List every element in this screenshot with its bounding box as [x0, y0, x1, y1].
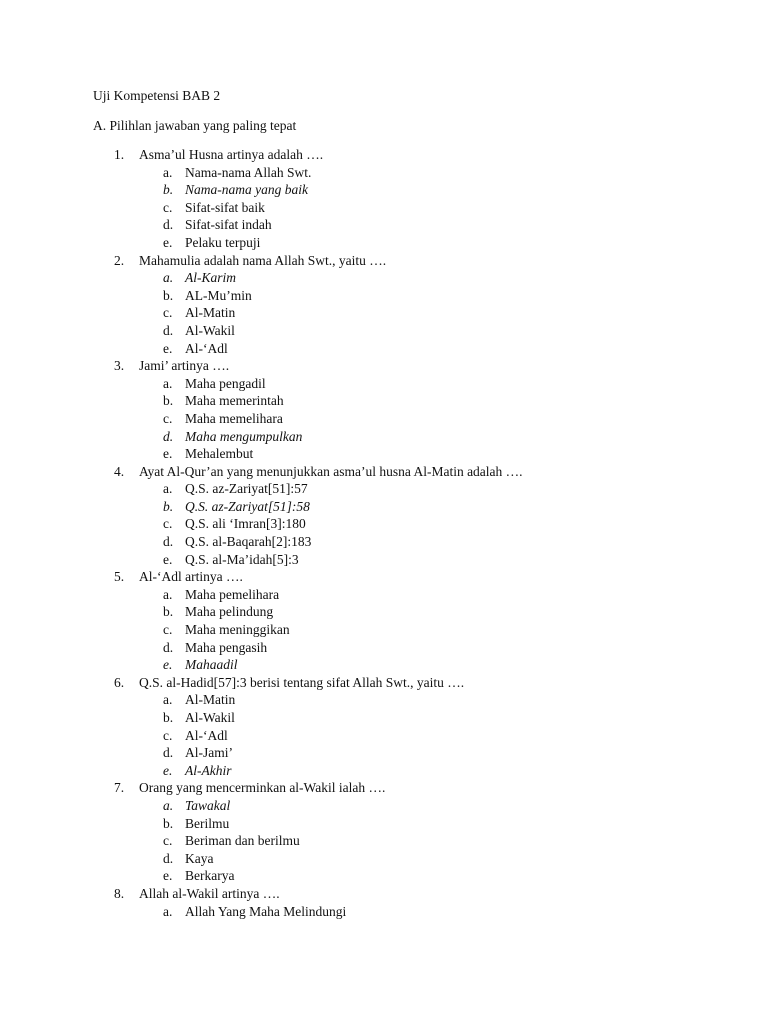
- option-letter: b.: [163, 604, 174, 620]
- option-letter: b.: [163, 287, 174, 303]
- option-letter: e.: [163, 234, 173, 250]
- question-text: Mahamulia adalah nama Allah Swt., yaitu ….: [139, 252, 387, 268]
- option-text: Q.S. az-Zariyat[51]:57: [185, 481, 308, 497]
- option-text: Mahaadil: [185, 657, 238, 673]
- question-text: Q.S. al-Hadid[57]:3 berisi tentang sifat Allah Swt., yaitu ….: [139, 674, 465, 690]
- question-text: Orang yang mencerminkan al-Wakil ialah ….: [139, 780, 386, 796]
- option-letter: e.: [163, 868, 173, 884]
- option-text: Allah Yang Maha Melindungi: [185, 903, 347, 919]
- question-list: [0, 146, 768, 920]
- option-letter: e.: [163, 657, 173, 673]
- answer-option: [0, 498, 768, 516]
- answer-option: [0, 287, 768, 305]
- answer-option: [0, 340, 768, 358]
- question-item: [0, 885, 768, 903]
- option-letter: c.: [163, 199, 173, 215]
- answer-option: [0, 727, 768, 745]
- answer-option: [0, 603, 768, 621]
- section-heading: A. Pilihlan jawaban yang paling tepat: [93, 118, 297, 133]
- question-item: [0, 568, 768, 586]
- question-number: 7.: [114, 780, 125, 796]
- option-text: Maha memerintah: [185, 393, 284, 409]
- option-letter: b.: [163, 393, 174, 409]
- option-letter: d.: [163, 322, 174, 338]
- answer-option: [0, 428, 768, 446]
- option-letter: d.: [163, 534, 174, 550]
- option-text: Al-‘Adl: [185, 727, 228, 743]
- question-number: 6.: [114, 674, 125, 690]
- document-title: Uji Kompetensi BAB 2: [93, 88, 221, 103]
- option-text: Q.S. al-Baqarah[2]:183: [185, 534, 312, 550]
- question-number: 4.: [114, 463, 125, 479]
- option-text: Al-Matin: [185, 692, 236, 708]
- answer-option: [0, 199, 768, 217]
- option-text: Al-Akhir: [185, 762, 232, 778]
- option-text: Al-Jami’: [185, 745, 233, 761]
- option-text: Al-Karim: [185, 270, 237, 286]
- option-letter: d.: [163, 639, 174, 655]
- answer-option: [0, 533, 768, 551]
- question-text: Al-‘Adl artinya ….: [139, 569, 243, 585]
- question-text: Asma’ul Husna artinya adalah ….: [139, 147, 324, 162]
- question-text: Ayat Al-Qur’an yang menunjukkan asma’ul husna Al-Matin adalah ….: [139, 463, 523, 479]
- question-number: 2.: [114, 252, 125, 268]
- option-letter: c.: [163, 305, 173, 321]
- question-number: 1.: [114, 147, 125, 162]
- answer-option: [0, 797, 768, 815]
- answer-option: [0, 515, 768, 533]
- option-text: Al-Matin: [185, 305, 236, 321]
- option-letter: a.: [163, 270, 174, 286]
- option-letter: a.: [163, 903, 173, 919]
- option-text: Al-‘Adl: [185, 340, 228, 356]
- question-item: [0, 146, 768, 164]
- answer-option: [0, 586, 768, 604]
- question-text: Allah al-Wakil artinya ….: [139, 885, 280, 901]
- question-number: 8.: [114, 885, 125, 901]
- option-letter: c.: [163, 833, 173, 849]
- option-letter: a.: [163, 481, 173, 497]
- option-letter: c.: [163, 516, 173, 532]
- answer-option: [0, 867, 768, 885]
- option-text: Q.S. az-Zariyat[51]:58: [185, 498, 310, 514]
- option-text: Berkarya: [185, 868, 235, 884]
- answer-option: [0, 234, 768, 252]
- answer-option: [0, 850, 768, 868]
- question-item: [0, 674, 768, 692]
- option-text: Mehalembut: [185, 446, 254, 462]
- option-text: Tawakal: [185, 797, 231, 813]
- question-item: [0, 779, 768, 797]
- option-letter: a.: [163, 797, 174, 813]
- option-text: Nama-nama yang baik: [185, 182, 308, 198]
- answer-option: [0, 322, 768, 340]
- answer-option: [0, 375, 768, 393]
- option-text: Nama-nama Allah Swt.: [185, 164, 312, 180]
- option-text: Maha pengasih: [185, 639, 268, 655]
- option-letter: a.: [163, 692, 173, 708]
- answer-option: [0, 832, 768, 850]
- answer-option: [0, 744, 768, 762]
- answer-option: [0, 269, 768, 287]
- option-letter: b.: [163, 498, 174, 514]
- answer-option: [0, 216, 768, 234]
- option-text: Al-Wakil: [185, 710, 235, 725]
- question-item: [0, 252, 768, 270]
- option-letter: c.: [163, 727, 173, 743]
- option-text: Sifat-sifat indah: [185, 217, 272, 233]
- answer-option: [0, 551, 768, 569]
- option-letter: d.: [163, 428, 174, 444]
- option-letter: d.: [163, 850, 174, 866]
- option-text: Maha meninggikan: [185, 622, 290, 638]
- answer-option: [0, 181, 768, 199]
- option-text: Maha pemelihara: [185, 586, 280, 602]
- answer-option: [0, 762, 768, 780]
- option-letter: a.: [163, 375, 173, 391]
- answer-option: [0, 480, 768, 498]
- option-letter: b.: [163, 710, 174, 725]
- answer-option: [0, 164, 768, 182]
- option-letter: b.: [163, 815, 174, 831]
- question-item: [0, 357, 768, 375]
- option-letter: b.: [163, 182, 174, 198]
- option-letter: e.: [163, 446, 173, 462]
- option-text: Maha memelihara: [185, 410, 283, 426]
- option-text: Berilmu: [185, 815, 230, 831]
- answer-option: [0, 691, 768, 709]
- option-letter: a.: [163, 586, 173, 602]
- question-text: Jami’ artinya ….: [139, 358, 230, 374]
- answer-option: [0, 621, 768, 639]
- option-letter: d.: [163, 745, 174, 761]
- option-text: AL-Mu’min: [185, 287, 252, 303]
- option-letter: e.: [163, 551, 173, 567]
- answer-option: [0, 392, 768, 410]
- option-text: Sifat-sifat baik: [185, 199, 265, 215]
- question-number: 3.: [114, 358, 125, 374]
- answer-option: [0, 445, 768, 463]
- question-item: [0, 463, 768, 481]
- option-text: Q.S. al-Ma’idah[5]:3: [185, 551, 299, 567]
- option-text: Maha pelindung: [185, 604, 274, 620]
- option-letter: e.: [163, 762, 173, 778]
- option-text: Q.S. ali ‘Imran[3]:180: [185, 516, 306, 532]
- option-letter: c.: [163, 410, 173, 426]
- option-text: Al-Wakil: [185, 322, 235, 338]
- answer-option: [0, 903, 768, 921]
- option-text: Kaya: [185, 850, 214, 866]
- option-letter: c.: [163, 622, 173, 638]
- option-text: Beriman dan berilmu: [185, 833, 300, 849]
- question-number: 5.: [114, 569, 125, 585]
- option-letter: d.: [163, 217, 174, 233]
- option-text: Maha mengumpulkan: [185, 428, 303, 444]
- answer-option: [0, 639, 768, 657]
- option-text: Maha pengadil: [185, 375, 266, 391]
- option-letter: e.: [163, 340, 173, 356]
- answer-option: [0, 815, 768, 833]
- answer-option: [0, 410, 768, 428]
- answer-option: [0, 304, 768, 322]
- option-letter: a.: [163, 164, 173, 180]
- option-text: Pelaku terpuji: [185, 234, 261, 250]
- answer-option: [0, 656, 768, 674]
- answer-option: [0, 709, 768, 727]
